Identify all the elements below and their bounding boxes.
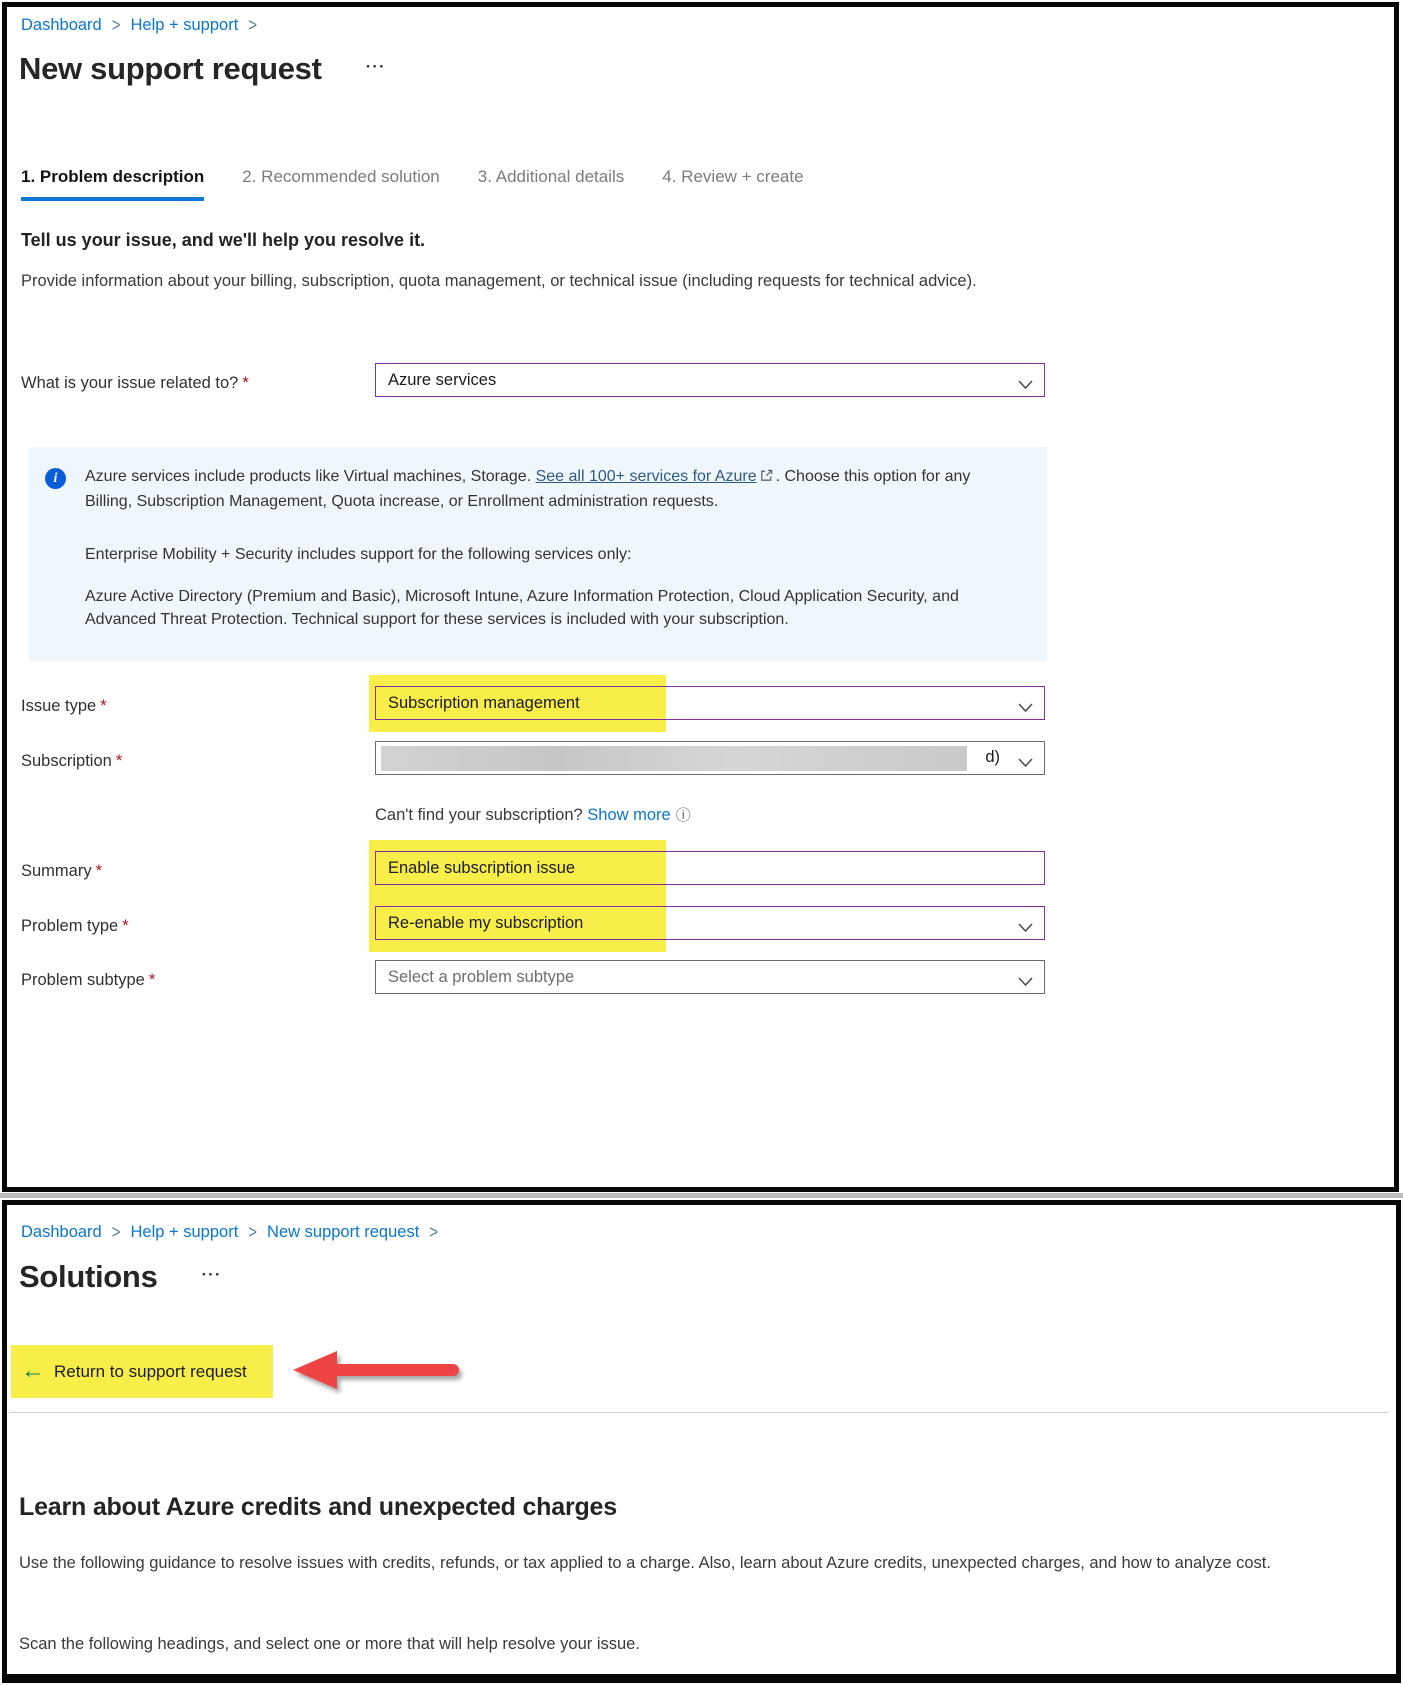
new-support-request-page — [2, 2, 1399, 1192]
subscription-visible-suffix: d) — [985, 748, 1000, 766]
wizard-tabs — [21, 167, 804, 201]
solutions-page — [2, 1200, 1401, 1683]
breadcrumb-new-support-request[interactable]: New support request — [267, 1223, 420, 1241]
page-title: Solutions — [19, 1259, 158, 1294]
chevron-down-icon — [1018, 919, 1033, 938]
return-link-highlight — [11, 1345, 273, 1398]
info-icon: i — [45, 468, 66, 489]
breadcrumb-help-support[interactable]: Help + support — [130, 1223, 239, 1241]
chevron-down-icon — [1018, 376, 1033, 395]
breadcrumb — [21, 16, 257, 35]
chevron-down-icon — [1018, 973, 1033, 992]
breadcrumb — [21, 1223, 438, 1242]
summary-label: Summary * — [21, 862, 103, 880]
problem-type-label: Problem type * — [21, 917, 129, 935]
summary-input[interactable]: Enable subscription issue — [375, 851, 1045, 885]
subscription-redacted-value — [381, 746, 967, 771]
tab-review-create[interactable]: 4. Review + create — [662, 167, 804, 186]
related-to-select[interactable]: Azure services — [375, 363, 1045, 397]
required-asterisk: * — [122, 917, 129, 935]
issue-type-label: Issue type * — [21, 697, 107, 715]
breadcrumb-dashboard[interactable]: Dashboard — [21, 16, 102, 34]
tab-problem-description[interactable]: 1. Problem description — [21, 167, 204, 201]
form-heading: Tell us your issue, and we'll help you resolve it. — [21, 230, 426, 250]
cant-find-subscription-row: Can't find your subscription? Show more ⓘ — [375, 803, 691, 828]
required-asterisk: * — [148, 971, 156, 989]
ems-services-list: Azure Active Directory (Premium and Basic), Microsoft Intune, Azure Information Protection, Cloud Application Security, and Advanced Threat Protection. Technical support for these services is included with your subscription. — [85, 587, 959, 628]
required-asterisk: * — [242, 374, 249, 392]
return-to-support-request-link[interactable]: Return to support request — [54, 1361, 247, 1381]
chevron-down-icon — [1018, 699, 1033, 718]
form-intro-text: Provide information about your billing, subscription, quota management, or technical issue (including requests for technical advice). — [21, 272, 977, 290]
panel-divider-strip — [0, 1193, 1403, 1198]
info-box-paragraph: Azure services include products like Virtual machines, Storage. See all 100+ services for Azure . Choose this option for any Billing, Subscription Management, Quota increase, or Enrollment administration requests. — [85, 468, 971, 511]
solutions-guidance-paragraph: Use the following guidance to resolve issues with credits, refunds, or tax applied to a charge. Also, learn about Azure credits, unexpected charges, and how to analyze cost. — [19, 1554, 1271, 1572]
chevron-right-icon: > — [111, 1221, 121, 1244]
page-title: New support request — [19, 51, 322, 86]
breadcrumb-dashboard[interactable]: Dashboard — [21, 1223, 102, 1241]
chevron-right-icon: > — [248, 1221, 258, 1244]
ems-support-note: Enterprise Mobility + Security includes support for the following services only: — [85, 546, 632, 564]
issue-type-select[interactable]: Subscription management — [375, 686, 1045, 720]
chevron-down-icon — [1018, 754, 1033, 773]
show-more-link[interactable]: Show more — [587, 806, 671, 824]
problem-type-select[interactable]: Re-enable my subscription — [375, 906, 1045, 940]
solutions-section-heading: Learn about Azure credits and unexpected charges — [19, 1493, 617, 1521]
divider — [9, 1412, 1389, 1413]
subscription-label: Subscription * — [21, 752, 123, 770]
subscription-select[interactable] — [375, 741, 1045, 775]
info-tooltip-icon[interactable]: ⓘ — [675, 807, 691, 824]
chevron-right-icon: > — [429, 1221, 439, 1244]
required-asterisk: * — [95, 862, 103, 880]
external-link-icon — [759, 467, 774, 490]
azure-services-info-box — [29, 447, 1047, 661]
problem-subtype-label: Problem subtype * — [21, 971, 156, 989]
see-all-services-link[interactable]: See all 100+ services for Azure — [535, 468, 757, 485]
solutions-scan-paragraph: Scan the following headings, and select one or more that will help resolve your issue. — [19, 1635, 640, 1653]
back-arrow-icon: ← — [21, 1356, 45, 1384]
more-menu-button[interactable]: ··· — [365, 57, 386, 76]
problem-subtype-select[interactable]: Select a problem subtype — [375, 960, 1045, 994]
tab-recommended-solution[interactable]: 2. Recommended solution — [242, 167, 440, 186]
tab-additional-details[interactable]: 3. Additional details — [477, 167, 625, 186]
annotation-arrow — [293, 1351, 465, 1391]
more-menu-button[interactable]: ··· — [201, 1265, 222, 1284]
chevron-right-icon: > — [248, 14, 258, 37]
required-asterisk: * — [115, 752, 123, 770]
related-to-label: What is your issue related to? * — [21, 374, 249, 392]
required-asterisk: * — [100, 697, 107, 715]
breadcrumb-help-support[interactable]: Help + support — [130, 16, 239, 34]
chevron-right-icon: > — [111, 14, 121, 37]
